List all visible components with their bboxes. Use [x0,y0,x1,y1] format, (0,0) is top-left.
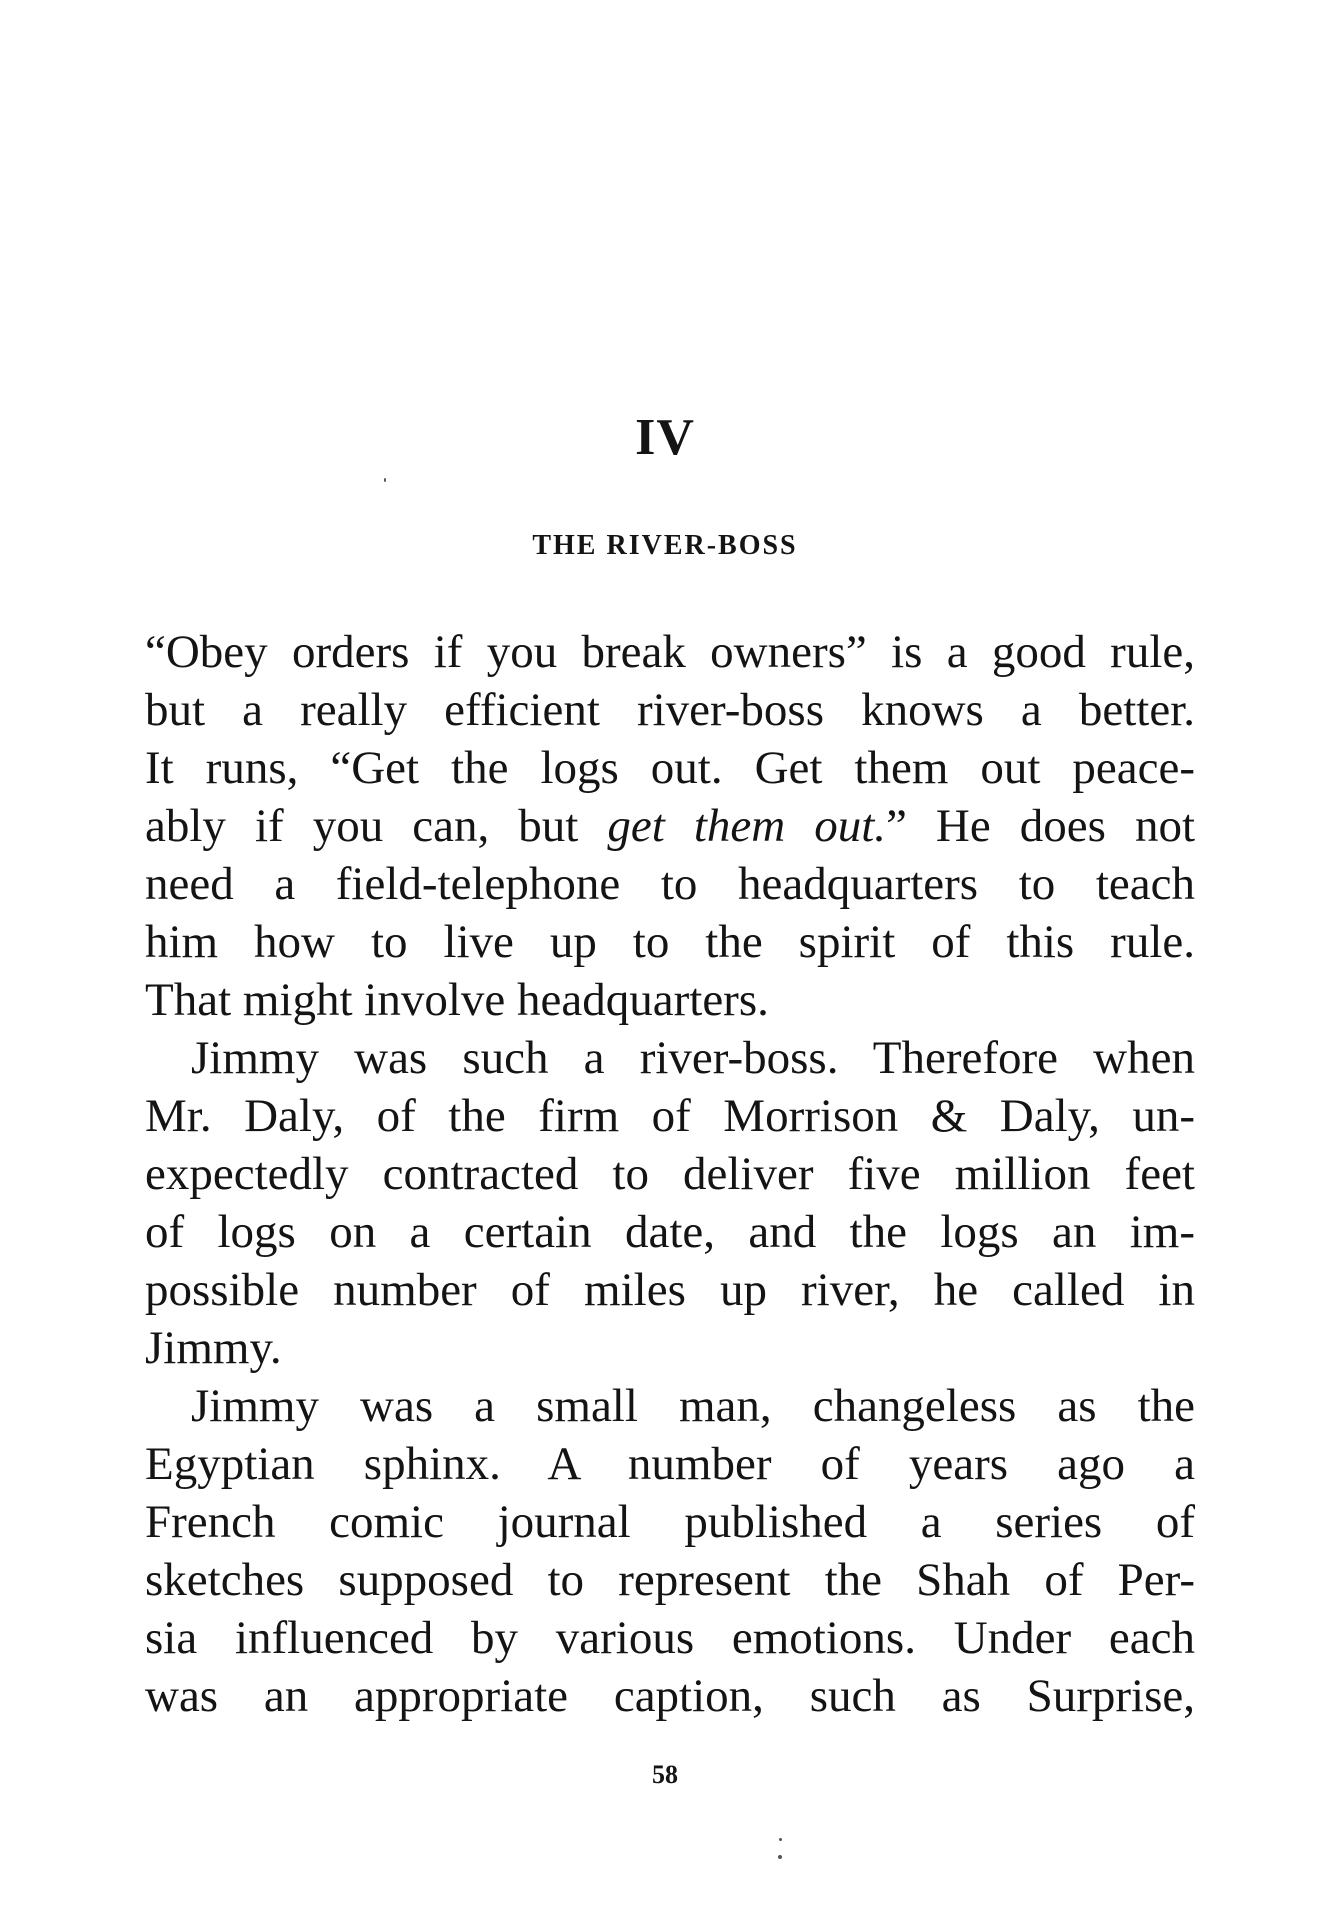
paper-speck [779,1838,782,1841]
text-span: ” He does not [886,800,1196,852]
text-line: but a really efficient river-boss knows a better. [145,684,1195,736]
text-line: sia influenced by various emotions. Under each [145,1612,1195,1664]
text-line: Mr. Daly, of the firm of Morrison & Daly, un- [145,1090,1195,1142]
text-line: sketches supposed to represent the Shah of Per- [145,1554,1195,1606]
text-line: “Obey orders if you break owners” is a good rule, [145,626,1195,678]
page-number: 58 [652,1760,678,1789]
chapter-number: IV [635,409,695,466]
text-line: of logs on a certain date, and the logs an im- [145,1206,1195,1258]
text-line: Jimmy was such a river-boss. Therefore when [191,1032,1195,1084]
text-line: It runs, “Get the logs out. Get them out peace- [145,742,1195,794]
text-line: French comic journal published a series of [145,1496,1195,1548]
paper-speck [778,1855,782,1859]
text-line: him how to live up to the spirit of this rule. [145,916,1195,968]
text-span: ably if you can, but [145,800,579,852]
text-line: expectedly contracted to deliver five million feet [145,1148,1195,1200]
italic-text: get them out. [607,800,887,852]
paper-speck [384,478,386,482]
text-line: Jimmy was a small man, changeless as the [191,1380,1195,1432]
chapter-title: THE RIVER-BOSS [532,530,798,561]
text-line: Jimmy. [145,1322,282,1374]
text-line: possible number of miles up river, he called in [145,1264,1195,1316]
text-line: was an appropriate caption, such as Surprise, [145,1670,1195,1722]
text-line [145,797,1195,855]
text-line: Egyptian sphinx. A number of years ago a [145,1438,1195,1490]
text-line: need a field-telephone to headquarters to teach [145,858,1195,910]
text-line: That might involve headquarters. [145,974,769,1026]
